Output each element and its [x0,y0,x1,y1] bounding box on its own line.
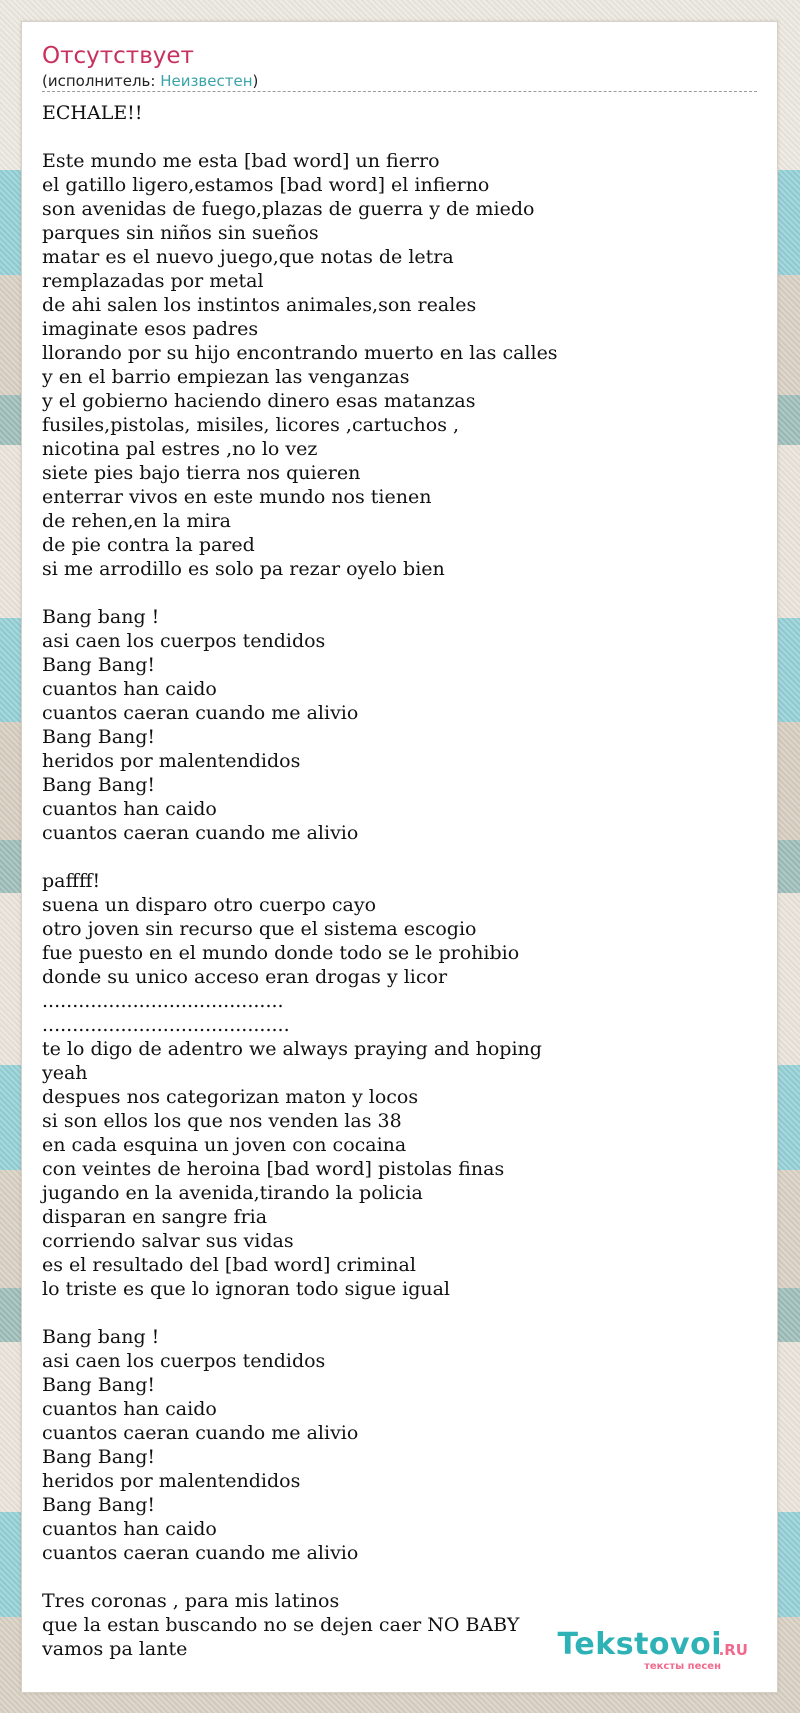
lyrics-card [21,21,778,1693]
artist-link[interactable]: Неизвестен [160,72,253,90]
site-logo[interactable] [538,1628,748,1672]
logo-tagline: тексты песен [644,1661,721,1672]
logo-domain: .RU [718,1641,748,1659]
logo-wordmark: Tekstovoi [557,1627,722,1662]
song-title: Отсутствует [42,43,194,69]
title-separator [42,91,757,92]
artist-line [42,71,258,91]
lyrics-text: ECHALE!! Este mundo me esta [bad word] un fierro el gatillo ligero,estamos [bad word] el infierno son avenidas de fuego,plazas de guerra y de miedo parques sin niños sin sueños matar es el nuevo juego,que notas de letra remplazadas por metal de ahi salen los instintos animales,son reales imaginate esos padres llorando por su hijo encontrando muerto en las calles y en el barrio empiezan las venganzas y el gobierno haciendo dinero esas matanzas fusiles,pistolas, misiles, licores ,cartuchos , nicotina pal estres ,no lo vez siete pies bajo tierra nos quieren enterrar vivos en este mundo nos tienen de rehen,en la mira de pie contra la pared si me arrodillo es solo pa rezar oyelo bien Bang bang ! asi caen los cuerpos tendidos Bang Bang! cuantos han caido cuantos caeran cuando me alivio Bang Bang! heridos por malentendidos Bang Bang! cuantos han caido cuantos caeran cuando me alivio paffff! suena un disparo otro cuerpo cayo otro joven sin recurso que el sistema escogio fue puesto en el mundo donde todo se le prohibio donde su unico acceso eran drogas y licor ........................................ ......................................... te lo digo de adentro we always praying and hoping yeah despues nos categorizan maton y locos si son ellos los que nos venden las 38 en cada esquina un joven con cocaina con veintes de heroina [bad word] pistolas finas jugando en la avenida,tirando la policia disparan en sangre fria corriendo salvar sus vidas es el resultado del [bad word] criminal lo triste es que lo ignoran todo sigue igual Bang bang ! asi caen los cuerpos tendidos Bang Bang! cuantos han caido cuantos caeran cuando me alivio Bang Bang! heridos por malentendidos Bang Bang! cuantos han caido cuantos caeran cuando me alivio Tres coronas , para mis latinos que la estan buscando no se dejen caer NO BABY vamos pa lante [42,102,558,1660]
artist-prefix: (исполнитель: [42,72,161,90]
artist-suffix: ) [252,72,259,90]
